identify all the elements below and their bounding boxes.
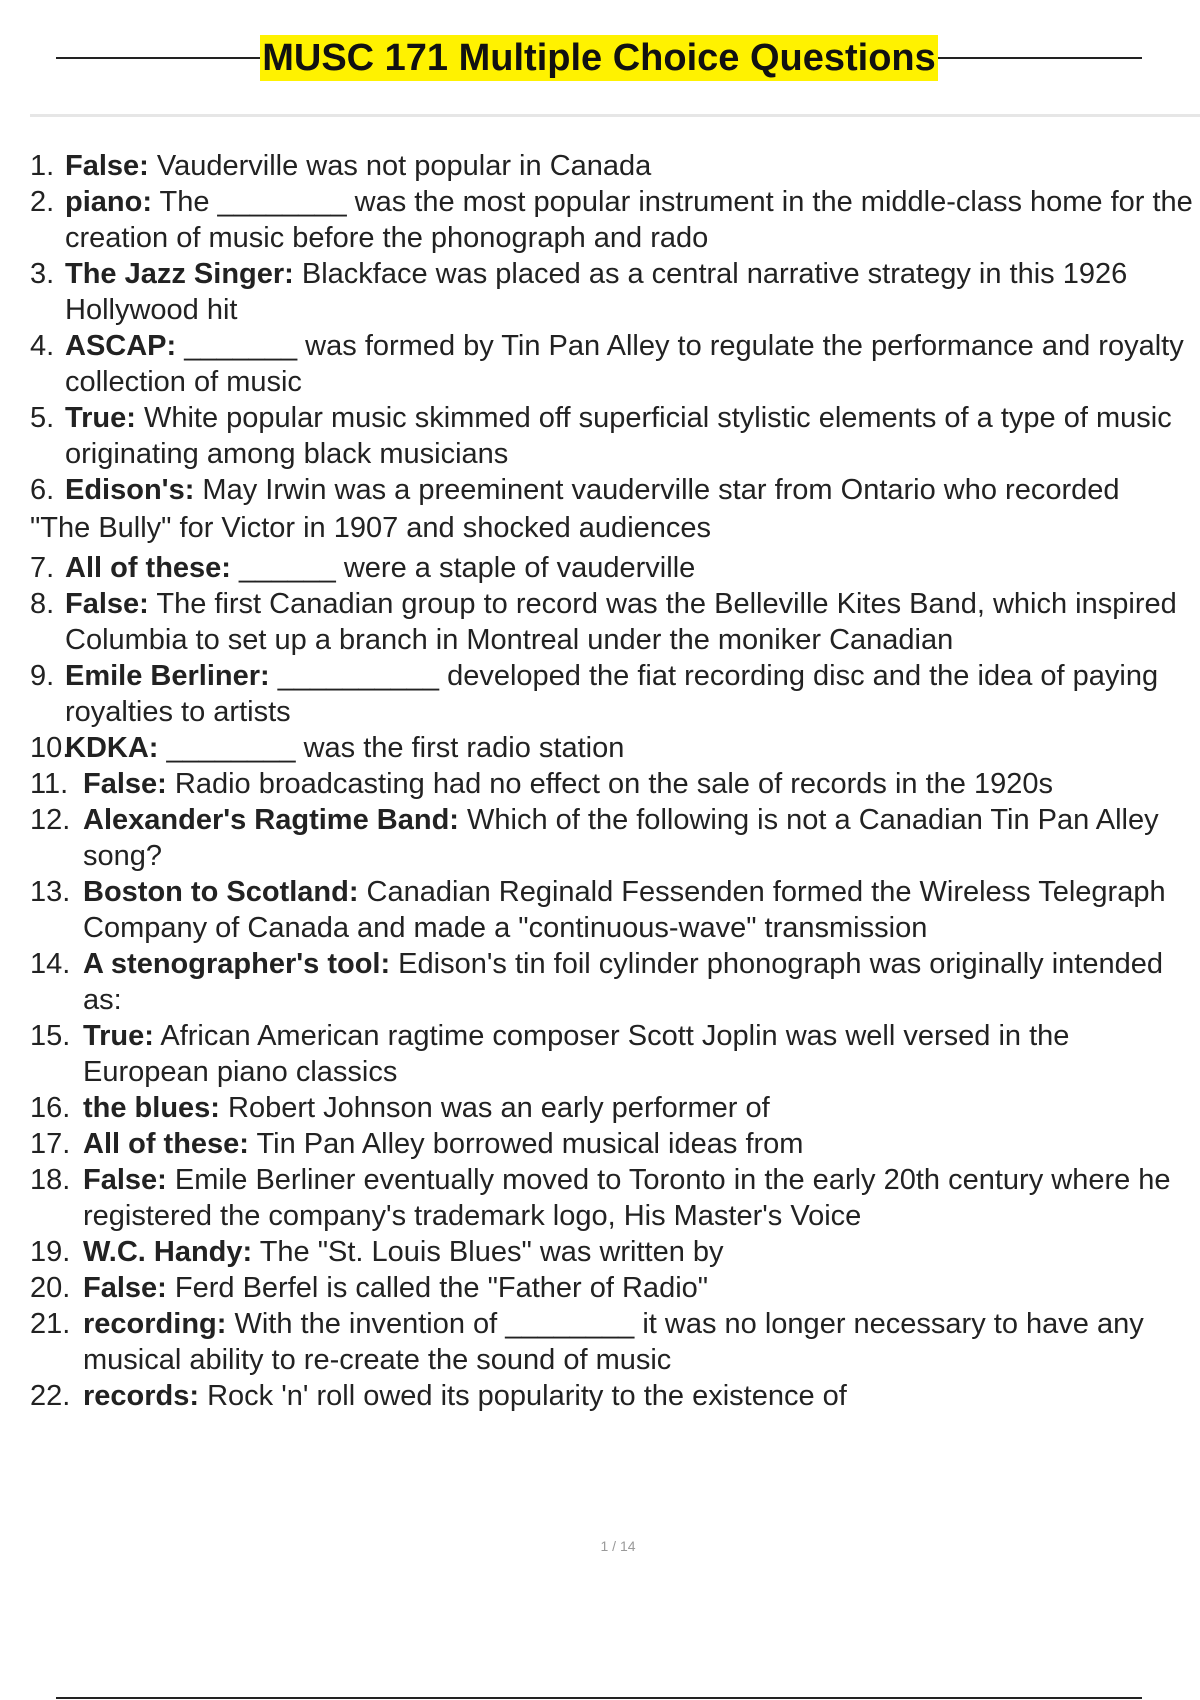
item-text: Which of the following is not a Canadian Tin Pan Alley song?	[83, 804, 1159, 872]
item-answer: False:	[65, 588, 149, 620]
item-text: The ________ was the most popular instrument in the middle-class home for the creation of music before the phonograph and rado	[65, 186, 1193, 254]
item-answer: Boston to Scotland:	[83, 876, 359, 908]
question-item-6	[30, 472, 1200, 508]
question-item-22	[30, 1378, 1200, 1414]
item-answer: Alexander's Ragtime Band:	[83, 804, 459, 836]
item-text: Edison's tin foil cylinder phonograph was originally intended as:	[83, 948, 1164, 1016]
question-item-2	[30, 184, 1200, 256]
title-right-rule	[938, 57, 1142, 59]
item-answer: False:	[83, 768, 167, 800]
item-answer: All of these:	[65, 552, 231, 584]
item-answer: The Jazz Singer:	[65, 258, 294, 290]
item-answer: A stenographer's tool:	[83, 948, 391, 980]
question-item-9	[30, 658, 1200, 730]
item-text: Rock 'n' roll owed its popularity to the existence of	[199, 1380, 847, 1412]
item-number: 1.	[30, 150, 55, 182]
item-text: May Irwin was a preeminent vauderville star from Ontario who recorded	[194, 474, 1120, 506]
question-item-21	[30, 1306, 1200, 1378]
question-item-8	[30, 586, 1200, 658]
item-number: 6.	[30, 474, 55, 506]
question-item-20	[30, 1270, 1200, 1306]
item-answer: True:	[65, 402, 136, 434]
question-item-19	[30, 1234, 1200, 1270]
question-item-11	[30, 766, 1200, 802]
item-number: 14.	[30, 948, 71, 980]
item-number: 22.	[30, 1380, 71, 1412]
item-text: Robert Johnson was an early performer of	[219, 1092, 770, 1124]
item-answer: False:	[83, 1164, 167, 1196]
item-number: 19.	[30, 1236, 71, 1268]
item-number: 11.	[30, 768, 69, 800]
item-answer: KDKA:	[65, 732, 159, 764]
question-item-1	[30, 148, 1200, 184]
item-text: Blackface was placed as a central narrative strategy in this 1926 Hollywood hit	[65, 258, 1128, 326]
question-item-7	[30, 550, 1200, 586]
item-number: 9.	[30, 660, 55, 692]
item-text: Tin Pan Alley borrowed musical ideas from	[248, 1128, 804, 1160]
item-text: ________ was the first radio station	[158, 732, 625, 764]
item-number: 5.	[30, 402, 55, 434]
title-row	[56, 30, 1142, 86]
question-item-16	[30, 1090, 1200, 1126]
item-answer: W.C. Handy:	[83, 1236, 253, 1268]
item-text: Vauderville was not popular in Canada	[148, 150, 652, 182]
item-text: _______ was formed by Tin Pan Alley to regulate the performance and royalty collection of music	[65, 330, 1184, 398]
item-answer: All of these:	[83, 1128, 249, 1160]
bottom-rule	[56, 1697, 1142, 1699]
item-text: The first Canadian group to record was the Belleville Kites Band, which inspired Columbia to set up a branch in Montreal under the moniker Canadian	[65, 588, 1177, 656]
item-text: The "St. Louis Blues" was written by	[252, 1236, 724, 1268]
item-text: White popular music skimmed off superficial stylistic elements of a type of music originating among black musicians	[65, 402, 1172, 470]
item-number: 17.	[30, 1128, 71, 1160]
item-6-continuation: "The Bully" for Victor in 1907 and shocked audiences	[30, 512, 712, 544]
item-number: 15.	[30, 1020, 71, 1052]
question-item-5	[30, 400, 1200, 472]
item-text: Ferd Berfel is called the "Father of Radio"	[166, 1272, 709, 1304]
item-answer: False:	[65, 150, 149, 182]
question-item-13	[30, 874, 1200, 946]
item-answer: ASCAP:	[65, 330, 177, 362]
item-number: 3.	[30, 258, 55, 290]
page-title: MUSC 171 Multiple Choice Questions	[262, 37, 936, 79]
item-text: ______ were a staple of vauderville	[230, 552, 696, 584]
item-text: With the invention of ________ it was no longer necessary to have any musical ability to re-create the sound of music	[83, 1308, 1144, 1376]
question-item-15	[30, 1018, 1200, 1090]
item-text: Emile Berliner eventually moved to Toronto in the early 20th century where he registered the company's trademark logo, His Master's Voice	[83, 1164, 1171, 1232]
item-number: 7.	[30, 552, 55, 584]
question-item-4	[30, 328, 1200, 400]
header-separator	[30, 114, 1200, 117]
item-number: 13.	[30, 876, 71, 908]
item-number: 8.	[30, 588, 55, 620]
item-answer: recording:	[83, 1308, 227, 1340]
item-number: 16.	[30, 1092, 71, 1124]
question-item-10	[30, 730, 1200, 766]
item-answer: False:	[83, 1272, 167, 1304]
question-item-14	[30, 946, 1200, 1018]
item-answer: Emile Berliner:	[65, 660, 270, 692]
item-text: African American ragtime composer Scott Joplin was well versed in the European piano classics	[83, 1020, 1070, 1088]
item-number: 4.	[30, 330, 55, 362]
item-answer: piano:	[65, 186, 152, 218]
item-number: 18.	[30, 1164, 71, 1196]
item-number: 20.	[30, 1272, 71, 1304]
item-answer: Edison's:	[65, 474, 195, 506]
question-item-17	[30, 1126, 1200, 1162]
question-item-3	[30, 256, 1200, 328]
question-item-18	[30, 1162, 1200, 1234]
item-number: 10.	[30, 732, 71, 764]
item-answer: records:	[83, 1380, 200, 1412]
item-answer: True:	[83, 1020, 154, 1052]
item-number: 12.	[30, 804, 71, 836]
title-left-rule	[56, 57, 260, 59]
item-number: 21.	[30, 1308, 71, 1340]
item-text: Radio broadcasting had no effect on the sale of records in the 1920s	[166, 768, 1053, 800]
question-list	[30, 148, 1200, 1414]
item-answer: the blues:	[83, 1092, 220, 1124]
item-text: __________ developed the fiat recording disc and the idea of paying royalties to artists	[65, 660, 1159, 728]
item-number: 2.	[30, 186, 55, 218]
page-indicator: 1 / 14	[600, 1538, 636, 1554]
item-text: Canadian Reginald Fessenden formed the Wireless Telegraph Company of Canada and made a "continuous-wave" transmission	[83, 876, 1166, 944]
question-item-12	[30, 802, 1200, 874]
